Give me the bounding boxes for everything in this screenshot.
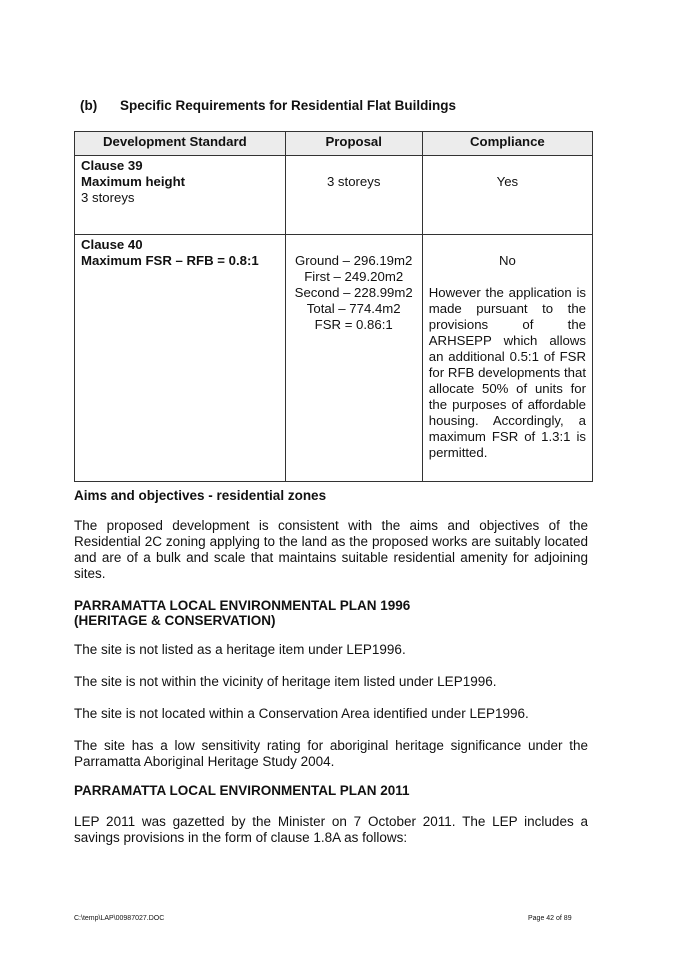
aims-paragraph: The proposed development is consistent with the aims and objectives of the Residential 2C zoning applying to the land as the proposed works are suitably located and are of a bulk and scale that maintains suitable residential amenity for adjoining sites. (74, 518, 588, 581)
lep1996-paragraph: The site is not located within a Conservation Area identified under LEP1996. (74, 706, 529, 721)
proposal-value: 3 storeys (326, 174, 381, 189)
header-compliance: Compliance (422, 132, 592, 156)
lep1996-heading-line1: PARRAMATTA LOCAL ENVIRONMENTAL PLAN 1996 (74, 598, 411, 613)
table-row (75, 235, 593, 482)
lep1996-heading-line2: (HERITAGE & CONSERVATION) (74, 613, 276, 628)
lep2011-heading: PARRAMATTA LOCAL ENVIRONMENTAL PLAN 2011 (74, 783, 410, 798)
footer-file-path: C:\temp\LAP\00987027.DOC (74, 915, 165, 922)
proposal-line: Total – 774.4m2 (306, 301, 401, 316)
cell-compliance (422, 156, 592, 235)
proposal-line: Second – 228.99m2 (294, 285, 413, 300)
cell-compliance (422, 235, 592, 482)
standard-label: Maximum height (81, 174, 186, 189)
standard-label: Maximum FSR – RFB = 0.8:1 (81, 253, 259, 268)
cell-proposal (285, 156, 422, 235)
requirements-table (74, 131, 593, 482)
footer-page-number: Page 42 of 89 (528, 915, 572, 922)
lep1996-paragraph: The site is not within the vicinity of heritage item listed under LEP1996. (74, 674, 497, 689)
table-header-row (75, 132, 593, 156)
compliance-note: However the application is made pursuant to the provisions of the ARHSEPP which allows an additional 0.5:1 of FSR for RFB developments that allocate 50% of units for the purposes of affordable housing. Accordingly, a maximum FSR of 1.3:1 is permitted. (428, 285, 586, 460)
aims-heading: Aims and objectives - residential zones (74, 488, 327, 503)
proposal-line: FSR = 0.86:1 (314, 317, 393, 332)
cell-standard (75, 235, 286, 482)
section-title: Specific Requirements for Residential Flat Buildings (120, 98, 457, 113)
lep2011-paragraph: LEP 2011 was gazetted by the Minister on 7 October 2011. The LEP includes a savings provisions in the form of clause 1.8A as follows: (74, 814, 588, 845)
clause-label: Clause 39 (81, 158, 143, 173)
clause-label: Clause 40 (81, 237, 143, 252)
proposal-line: First – 249.20m2 (304, 269, 404, 284)
table-row (75, 156, 593, 235)
lep1996-paragraph: The site has a low sensitivity rating for aboriginal heritage significance under the Parramatta Aboriginal Heritage Study 2004. (74, 738, 588, 769)
header-proposal: Proposal (285, 132, 422, 156)
cell-standard (75, 156, 286, 235)
compliance-value: No (498, 253, 516, 268)
section-number: (b) (80, 98, 98, 113)
cell-proposal (285, 235, 422, 482)
compliance-value: Yes (496, 174, 519, 189)
header-development-standard: Development Standard (75, 132, 286, 156)
standard-value: 3 storeys (81, 190, 135, 205)
lep1996-paragraph: The site is not listed as a heritage item under LEP1996. (74, 642, 406, 657)
section-heading (80, 98, 456, 113)
proposal-line: Ground – 296.19m2 (295, 253, 413, 268)
